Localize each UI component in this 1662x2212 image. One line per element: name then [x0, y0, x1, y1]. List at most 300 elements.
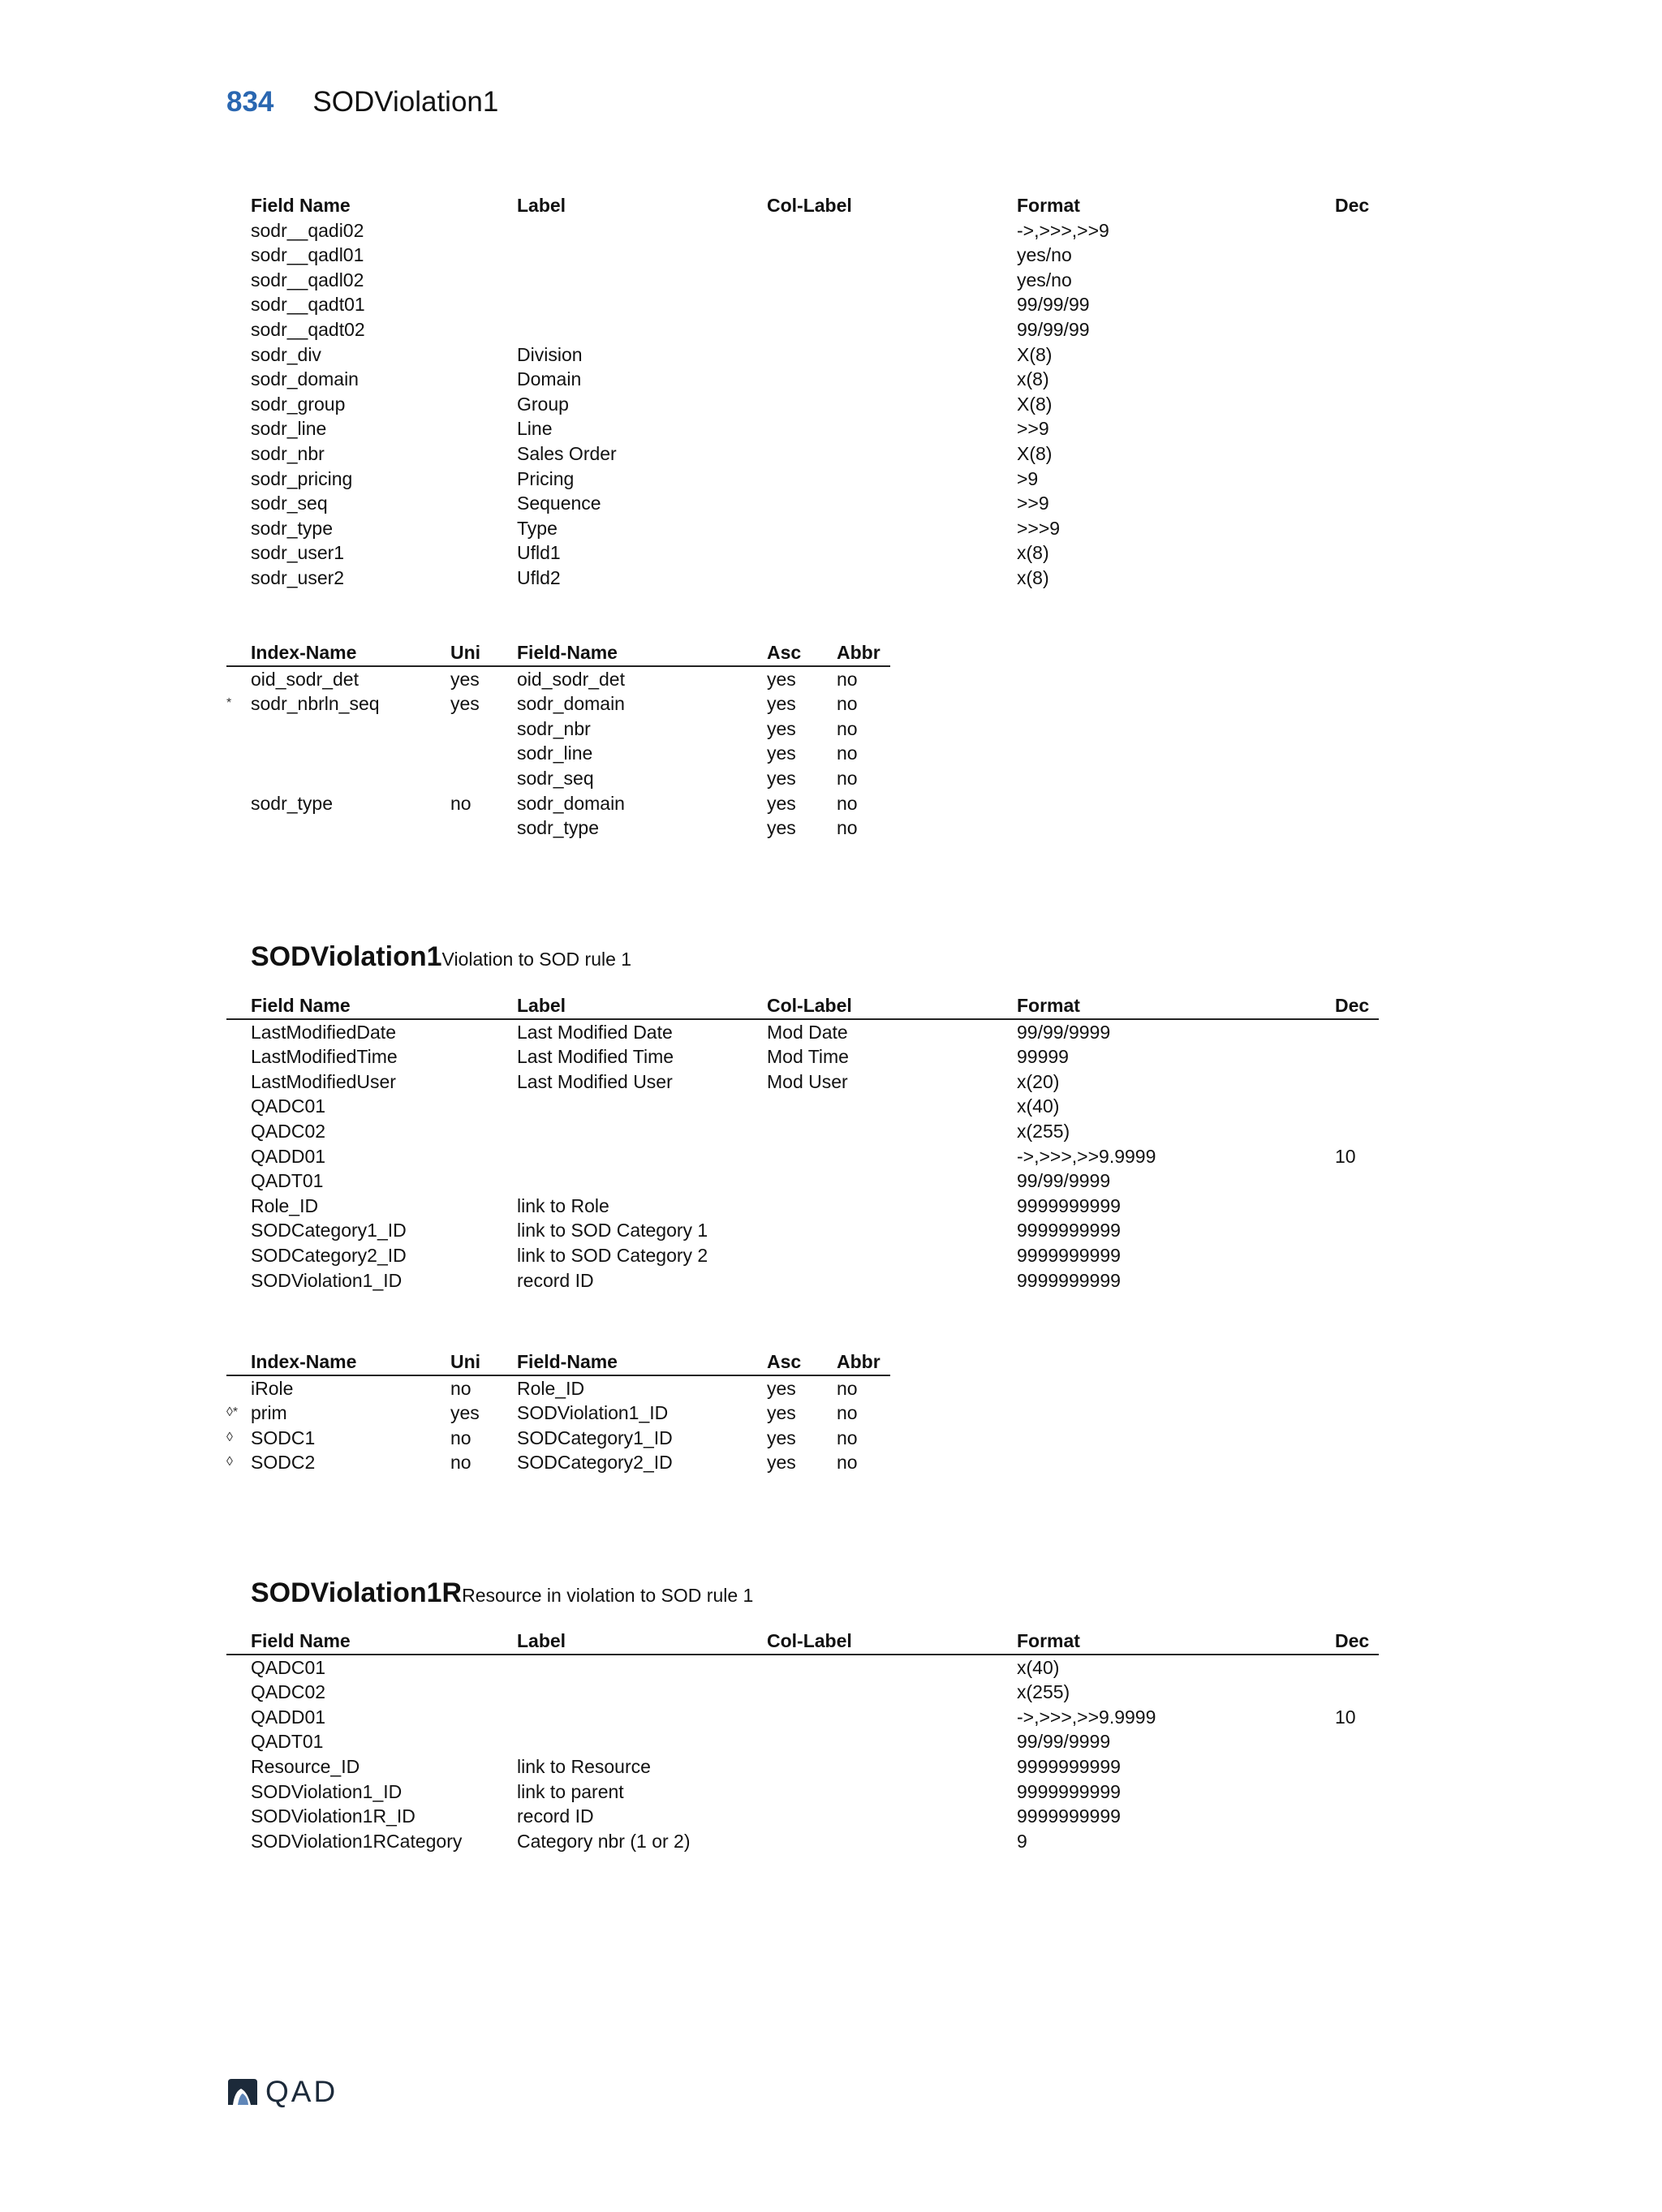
index-marker: [226, 666, 251, 692]
row-marker: [226, 218, 251, 243]
table-cell: [450, 766, 517, 791]
table-cell: SODViolation1RCategory: [251, 1830, 463, 1852]
table-cell: x(40): [1017, 1656, 1060, 1678]
table-cell: x(8): [1017, 566, 1049, 588]
table-row: [226, 268, 1432, 293]
table-cell: yes: [767, 1452, 796, 1474]
index-marker: [226, 741, 251, 766]
table-cell: no: [837, 767, 858, 789]
table-cell: yes: [767, 817, 796, 839]
table-cell: [1335, 1119, 1379, 1144]
table-header-row: [226, 1629, 1379, 1655]
table-cell: yes: [767, 668, 796, 690]
table-cell: 99999: [1017, 1046, 1069, 1068]
table-cell: LastModifiedDate: [251, 1021, 396, 1043]
table-cell: [517, 218, 767, 243]
table-cell: 99/99/9999: [1017, 1021, 1111, 1043]
table-cell: [251, 816, 450, 841]
table-cell: SODViolation1_ID: [251, 1269, 403, 1291]
table-cell: sodr__qadt01: [251, 294, 365, 316]
table-cell: no: [837, 742, 858, 764]
column-header: Asc: [767, 640, 837, 666]
table-cell: Mod Time: [767, 1046, 849, 1068]
table-cell: 9999999999: [1017, 1805, 1121, 1827]
table-cell: sodr_line: [517, 742, 593, 764]
table-cell: [767, 1804, 1017, 1829]
table-cell: link to SOD Category 2: [517, 1244, 708, 1266]
table-row: [226, 1144, 1379, 1169]
table-cell: sodr_nbrln_seq: [251, 693, 380, 715]
marker-column-header: [226, 993, 251, 1019]
table-row: [226, 816, 890, 841]
table-cell: [251, 741, 450, 766]
table-cell: [1335, 1069, 1379, 1095]
table-cell: sodr_nbr: [251, 442, 325, 464]
row-marker: [226, 243, 251, 268]
table-row: [226, 791, 890, 816]
table-cell: sodr_type: [251, 517, 334, 539]
table-row: [226, 1218, 1379, 1243]
column-header: Col-Label: [767, 1629, 1017, 1655]
row-marker: [226, 441, 251, 467]
table-cell: [1335, 243, 1432, 268]
row-marker: [226, 292, 251, 317]
row-marker: [226, 1094, 251, 1119]
table-cell: [1335, 540, 1432, 566]
table-cell: SODViolation1_ID: [517, 1402, 669, 1424]
table-cell: yes/no: [1017, 244, 1072, 266]
table-cell: no: [450, 1377, 471, 1399]
table-cell: sodr_user1: [251, 542, 345, 564]
table-cell: yes: [450, 1402, 480, 1424]
table-cell: no: [450, 1452, 471, 1474]
table-cell: [767, 268, 1017, 293]
field-table-sodviolation1: [226, 993, 1379, 1293]
marker-column-header: [226, 1629, 251, 1655]
table-cell: 9: [1017, 1830, 1027, 1852]
table-cell: [517, 1094, 767, 1119]
table-cell: [517, 1680, 767, 1705]
table-cell: Line: [517, 418, 553, 440]
table-row: [226, 1401, 890, 1426]
table-row: [226, 218, 1432, 243]
table-cell: Role_ID: [251, 1194, 319, 1216]
row-marker: [226, 1194, 251, 1219]
table-cell: 99/99/99: [1017, 294, 1090, 316]
table-row: [226, 1019, 1379, 1045]
table-row: [226, 691, 890, 717]
column-header: Label: [517, 1629, 767, 1655]
table-cell: 99/99/9999: [1017, 1731, 1111, 1753]
table-header-row: [226, 193, 1432, 218]
table-cell: yes: [767, 742, 796, 764]
table-cell: [1335, 1194, 1379, 1219]
table-row: [226, 1119, 1379, 1144]
table-cell: x(20): [1017, 1070, 1060, 1092]
table-cell: [450, 717, 517, 742]
table-cell: no: [450, 1427, 471, 1448]
table-cell: no: [837, 1377, 858, 1399]
table-row: [226, 1705, 1379, 1730]
table-cell: [517, 243, 767, 268]
row-marker: [226, 1044, 251, 1069]
index-marker: [226, 766, 251, 791]
table-row: [226, 1804, 1379, 1829]
table-cell: no: [837, 1427, 858, 1448]
table-cell: [1335, 1218, 1379, 1243]
table-row: [226, 516, 1432, 541]
table-cell: [767, 467, 1017, 492]
table-cell: [1335, 268, 1432, 293]
marker-column-header: [226, 640, 251, 666]
table-cell: [767, 292, 1017, 317]
row-marker: [226, 1069, 251, 1095]
table-cell: ->,>>>,>>9: [1017, 219, 1109, 241]
table-cell: no: [450, 792, 471, 814]
marker-column-header: [226, 193, 251, 218]
row-marker: [226, 1268, 251, 1293]
table-cell: prim: [251, 1402, 287, 1424]
page-header: [226, 86, 498, 127]
table-cell: oid_sodr_det: [251, 668, 359, 690]
table-cell: Group: [517, 393, 569, 415]
table-cell: [767, 317, 1017, 342]
table-cell: x(255): [1017, 1120, 1070, 1142]
table-cell: [517, 268, 767, 293]
column-header: Field Name: [251, 195, 351, 216]
table-cell: [767, 1119, 1017, 1144]
table-cell: sodr_seq: [251, 493, 328, 514]
row-marker: [226, 1655, 251, 1681]
table-cell: [767, 1168, 1017, 1194]
row-marker: [226, 268, 251, 293]
table-cell: [767, 392, 1017, 417]
column-header: Field Name: [251, 993, 517, 1019]
qad-logo-icon: [226, 2077, 259, 2107]
section-title-sodviolation1r: [251, 1577, 753, 1609]
table-cell: yes: [450, 693, 480, 715]
section-description: Resource in violation to SOD rule 1: [462, 1585, 754, 1606]
table-cell: QADC01: [251, 1656, 326, 1678]
row-marker: [226, 467, 251, 492]
table-cell: >>9: [1017, 418, 1049, 440]
table-cell: [767, 1194, 1017, 1219]
column-header: Abbr: [837, 1349, 890, 1375]
table-cell: [767, 1243, 1017, 1268]
table-cell: [767, 1268, 1017, 1293]
table-cell: SODCategory2_ID: [251, 1244, 407, 1266]
column-header: Field-Name: [517, 1349, 767, 1375]
table-row: [226, 1168, 1379, 1194]
table-row: [226, 1680, 1379, 1705]
table-cell: link to parent: [517, 1780, 624, 1802]
row-marker: [226, 1829, 251, 1854]
table-cell: SODViolation1_ID: [251, 1780, 403, 1802]
table-cell: [1335, 1168, 1379, 1194]
table-row: [226, 666, 890, 692]
column-header: Field-Name: [517, 640, 767, 666]
row-marker: [226, 1168, 251, 1194]
table-cell: [1335, 317, 1432, 342]
index-marker: *: [226, 696, 232, 711]
row-marker: [226, 1119, 251, 1144]
table-row: [226, 243, 1432, 268]
table-cell: Last Modified Date: [517, 1021, 673, 1043]
table-header-row: [226, 640, 890, 666]
table-row: [226, 540, 1432, 566]
row-marker: [226, 1754, 251, 1779]
table-cell: QADT01: [251, 1170, 324, 1192]
table-cell: no: [837, 817, 858, 839]
table-row: [226, 1754, 1379, 1779]
table-cell: Division: [517, 343, 583, 365]
table-row: [226, 1779, 1379, 1805]
table-cell: [767, 491, 1017, 516]
table-cell: [1335, 392, 1432, 417]
table-cell: X(8): [1017, 343, 1053, 365]
table-cell: [767, 1680, 1017, 1705]
table-cell: sodr_nbr: [517, 717, 591, 739]
table-cell: [517, 1729, 767, 1754]
row-marker: [226, 1779, 251, 1805]
table-cell: x(255): [1017, 1681, 1070, 1703]
column-header: Format: [1017, 993, 1335, 1019]
table-cell: [767, 367, 1017, 392]
table-cell: [1335, 1044, 1379, 1069]
table-cell: >>>9: [1017, 517, 1061, 539]
table-cell: [1335, 1019, 1379, 1045]
column-header: Format: [1017, 1629, 1335, 1655]
page-number: 834: [226, 86, 274, 118]
table-cell: [767, 1655, 1017, 1681]
table-row: [226, 741, 890, 766]
table-cell: SODCategory2_ID: [517, 1452, 673, 1474]
table-row: [226, 467, 1432, 492]
table-cell: x(8): [1017, 542, 1049, 564]
table-cell: [767, 441, 1017, 467]
table-cell: sodr__qadl02: [251, 269, 364, 290]
table-cell: sodr_type: [517, 817, 600, 839]
table-cell: yes: [767, 767, 796, 789]
section-title-sodviolation1: [251, 941, 631, 973]
table-cell: [517, 1119, 767, 1144]
row-marker: [226, 1019, 251, 1045]
table-cell: LastModifiedUser: [251, 1070, 396, 1092]
row-marker: [226, 1218, 251, 1243]
row-marker: [226, 540, 251, 566]
table-row: [226, 1450, 890, 1475]
table-cell: Mod User: [767, 1070, 848, 1092]
table-cell: sodr_seq: [517, 767, 594, 789]
table-cell: X(8): [1017, 393, 1053, 415]
table-cell: [1335, 1729, 1379, 1754]
table-cell: oid_sodr_det: [517, 668, 625, 690]
table-cell: SODC2: [251, 1452, 316, 1474]
table-cell: no: [837, 717, 858, 739]
table-cell: [1335, 467, 1432, 492]
column-header: Dec: [1335, 993, 1379, 1019]
row-marker: [226, 516, 251, 541]
table-cell: QADC02: [251, 1681, 326, 1703]
field-table-sodviolation1r: [226, 1629, 1379, 1853]
table-cell: [767, 1754, 1017, 1779]
row-marker: [226, 367, 251, 392]
table-cell: QADT01: [251, 1731, 324, 1753]
table-cell: link to SOD Category 1: [517, 1220, 708, 1242]
table-cell: sodr_pricing: [251, 467, 353, 489]
index-marker: [226, 791, 251, 816]
row-marker: [226, 1804, 251, 1829]
table-cell: [767, 1829, 1017, 1854]
table-cell: sodr_div: [251, 343, 321, 365]
table-cell: yes: [450, 668, 480, 690]
table-cell: yes: [767, 792, 796, 814]
table-cell: [1335, 516, 1432, 541]
table-cell: SODCategory1_ID: [517, 1427, 673, 1448]
table-cell: yes: [767, 717, 796, 739]
row-marker: [226, 416, 251, 441]
table-cell: [517, 292, 767, 317]
table-cell: [767, 1779, 1017, 1805]
table-cell: 9999999999: [1017, 1780, 1121, 1802]
table-cell: [1335, 416, 1432, 441]
row-marker: [226, 392, 251, 417]
table-row: [226, 367, 1432, 392]
row-marker: [226, 317, 251, 342]
table-cell: [251, 717, 450, 742]
table-cell: sodr__qadt02: [251, 318, 365, 340]
column-header: Dec: [1335, 1629, 1379, 1655]
table-row: [226, 1426, 890, 1451]
table-cell: 99/99/99: [1017, 318, 1090, 340]
table-cell: Type: [517, 517, 558, 539]
qad-logo: [226, 2075, 338, 2109]
row-marker: [226, 1144, 251, 1169]
table-row: [226, 717, 890, 742]
table-cell: [1335, 1754, 1379, 1779]
table-row: [226, 1044, 1379, 1069]
table-cell: x(8): [1017, 368, 1049, 390]
table-cell: [517, 1705, 767, 1730]
column-header: Uni: [450, 1349, 517, 1375]
table-cell: Ufld1: [517, 542, 561, 564]
table-cell: link to Role: [517, 1194, 609, 1216]
table-cell: [517, 1168, 767, 1194]
table-cell: [517, 1144, 767, 1169]
column-header: Uni: [450, 640, 517, 666]
index-marker: ◊*: [226, 1405, 239, 1420]
table-cell: [1335, 292, 1432, 317]
table-cell: [1335, 1094, 1379, 1119]
table-cell: record ID: [517, 1805, 594, 1827]
table-row: [226, 1268, 1379, 1293]
table-cell: ->,>>>,>>9.9999: [1017, 1145, 1156, 1167]
column-header: Label: [517, 993, 767, 1019]
table-cell: [1335, 1268, 1379, 1293]
table-cell: [1335, 1243, 1379, 1268]
index-table-sodr: [226, 640, 890, 841]
table-cell: SODCategory1_ID: [251, 1220, 407, 1242]
column-header: Asc: [767, 1349, 837, 1375]
column-header: Field Name: [251, 1629, 517, 1655]
table-cell: Resource_ID: [251, 1755, 360, 1777]
row-marker: [226, 1680, 251, 1705]
table-cell: [1335, 1680, 1379, 1705]
table-cell: [517, 317, 767, 342]
table-cell: QADC02: [251, 1120, 326, 1142]
table-cell: yes: [767, 1377, 796, 1399]
table-cell: [767, 1729, 1017, 1754]
table-cell: [767, 342, 1017, 368]
table-cell: ->,>>>,>>9.9999: [1017, 1706, 1156, 1728]
qad-logo-text: QAD: [265, 2075, 338, 2108]
table-cell: sodr__qadl01: [251, 244, 364, 266]
table-cell: [1335, 1655, 1379, 1681]
table-cell: 9999999999: [1017, 1220, 1121, 1242]
table-cell: [1335, 218, 1432, 243]
section-name: SODViolation1: [251, 941, 442, 972]
table-cell: SODViolation1R_ID: [251, 1805, 416, 1827]
table-cell: iRole: [251, 1377, 294, 1399]
table-cell: [767, 1144, 1017, 1169]
column-header: Col-Label: [767, 993, 1017, 1019]
table-cell: 10: [1335, 1145, 1356, 1167]
table-cell: 9999999999: [1017, 1194, 1121, 1216]
row-marker: [226, 342, 251, 368]
table-cell: Sequence: [517, 493, 601, 514]
table-row: [226, 1243, 1379, 1268]
table-cell: 9999999999: [1017, 1244, 1121, 1266]
table-cell: [767, 516, 1017, 541]
table-cell: sodr_user2: [251, 566, 345, 588]
table-row: [226, 1194, 1379, 1219]
table-cell: no: [837, 792, 858, 814]
table-cell: [767, 540, 1017, 566]
column-header: Col-Label: [767, 195, 852, 216]
table-cell: [1335, 367, 1432, 392]
table-cell: record ID: [517, 1269, 594, 1291]
field-table-sodr: [226, 193, 1432, 591]
table-cell: [1335, 1829, 1379, 1854]
table-row: [226, 342, 1432, 368]
table-row: [226, 441, 1432, 467]
table-cell: [517, 1655, 767, 1681]
index-marker: [226, 816, 251, 841]
table-row: [226, 1094, 1379, 1119]
table-cell: no: [837, 693, 858, 715]
table-row: [226, 292, 1432, 317]
table-cell: [1335, 342, 1432, 368]
table-row: [226, 1375, 890, 1401]
index-table-sodviolation1: [226, 1349, 890, 1475]
table-row: [226, 392, 1432, 417]
table-cell: x(40): [1017, 1095, 1060, 1117]
table-cell: [1335, 491, 1432, 516]
column-header: Format: [1017, 195, 1080, 216]
table-row: [226, 416, 1432, 441]
page-title: SODViolation1: [312, 86, 499, 118]
table-cell: sodr_group: [251, 393, 346, 415]
row-marker: [226, 491, 251, 516]
section-name: SODViolation1R: [251, 1577, 463, 1608]
column-header: Label: [517, 195, 566, 216]
index-marker: ◊: [226, 1455, 233, 1470]
table-cell: QADD01: [251, 1145, 326, 1167]
table-cell: Role_ID: [517, 1377, 585, 1399]
table-cell: [767, 1094, 1017, 1119]
column-header: Abbr: [837, 640, 890, 666]
table-cell: [767, 416, 1017, 441]
